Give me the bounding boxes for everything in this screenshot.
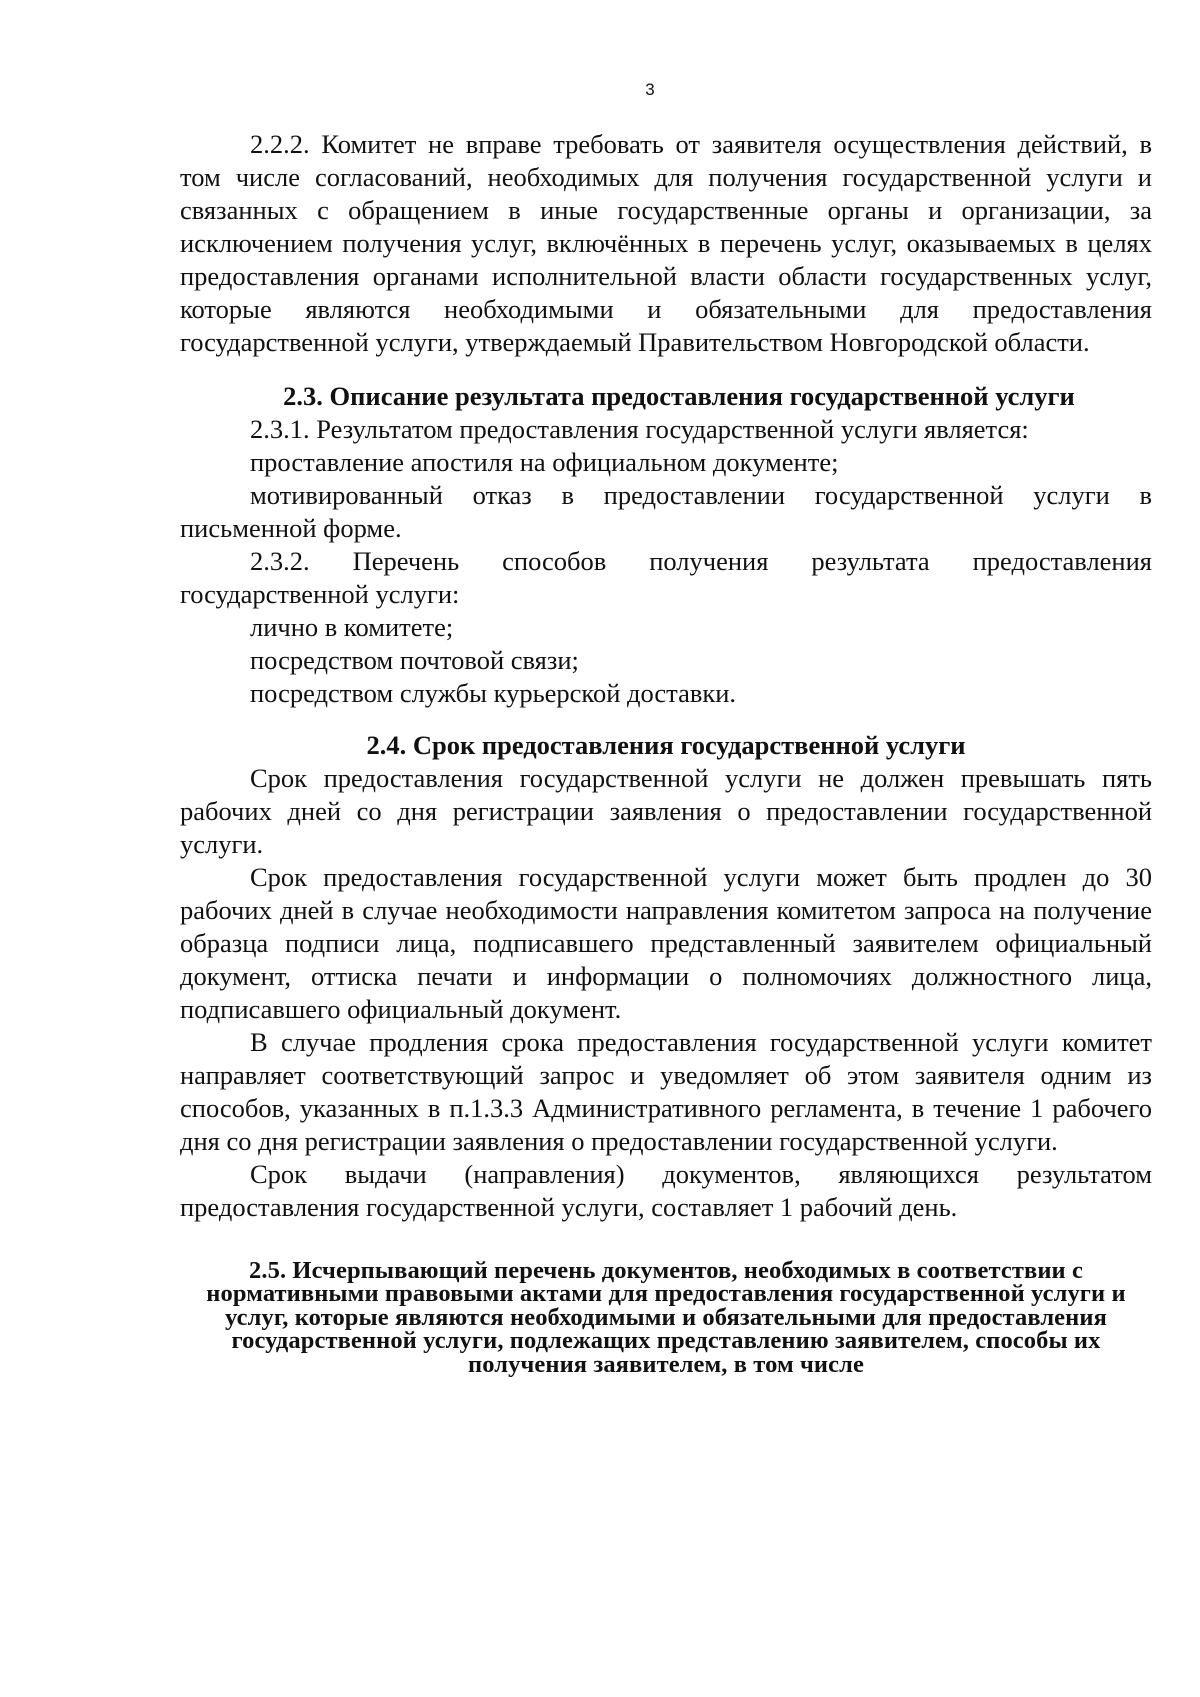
paragraph-2-4: Срок выдачи (направления) документов, являющихся результатом предоставления государственной услуги, составляет 1 рабочий день. (180, 1159, 1152, 1222)
section-heading-2-3: 2.3. Описание результата предоставления государственной услуги (283, 381, 1075, 411)
paragraph-2-3-2: 2.3.2. Перечень способов получения результата предоставления государственной услуги: (180, 546, 1152, 609)
paragraph-2-4: Срок предоставления государственной услуги может быть продлен до 30 рабочих дней в случае необходимости направления комитетом запроса на получение образца подписи лица, подписавшего представленный заявителем официальный документ, оттиска печати и информации о полномочиях должностного лица, подписавшего официальный документ. (180, 862, 1152, 1024)
result-item-apostille: проставление апостиля на официальном документе; (250, 447, 839, 477)
document-body (180, 128, 1152, 1376)
paragraph-2-3-1: 2.3.1. Результатом предоставления государственной услуги является: (250, 414, 1029, 444)
method-item: лично в комитете; (250, 612, 454, 642)
section-heading-2-4: 2.4. Срок предоставления государственной услуги (366, 730, 966, 760)
paragraph-2-4: Срок предоставления государственной услуги не должен превышать пять рабочих дней со дня регистрации заявления о предоставлении государственной услуги. (180, 763, 1152, 859)
method-item: посредством службы курьерской доставки. (250, 678, 737, 708)
method-item: посредством почтовой связи; (250, 645, 579, 675)
result-item-refusal: мотивированный отказ в предоставлении государственной услуги в письменной форме. (180, 480, 1152, 543)
paragraph-2-2-2: 2.2.2. Комитет не вправе требовать от заявителя осуществления действий, в том числе согласований, необходимых для получения государственной услуги и связанных с обращением в иные государственные органы и организации, за исключением получения услуг, включённых в перечень услуг, оказываемых в целях предоставления органами исполнительной власти области государственных услуг, которые являются необходимыми и обязательными для предоставления государственной услуги, утверждаемый Правительством Новгородской области. (180, 129, 1152, 357)
page-number: 3 (645, 80, 655, 99)
paragraph-2-4: В случае продления срока предоставления государственной услуги комитет направляет соответствующий запрос и уведомляет об этом заявителя одним из способов, указанных в п.1.3.3 Административного регламента, в течение 1 рабочего дня со дня регистрации заявления о предоставлении государственной услуги. (180, 1027, 1152, 1156)
section-heading-2-5: 2.5. Исчерпывающий перечень документов, необходимых в соответствии с нормативными правовыми актами для предоставления государственной услуги и услуг, которые являются необходимыми и обязательными для предоставления государственной услуги, подлежащих представлению заявителем, способы их получения заявителем, в том числе (206, 1257, 1126, 1378)
